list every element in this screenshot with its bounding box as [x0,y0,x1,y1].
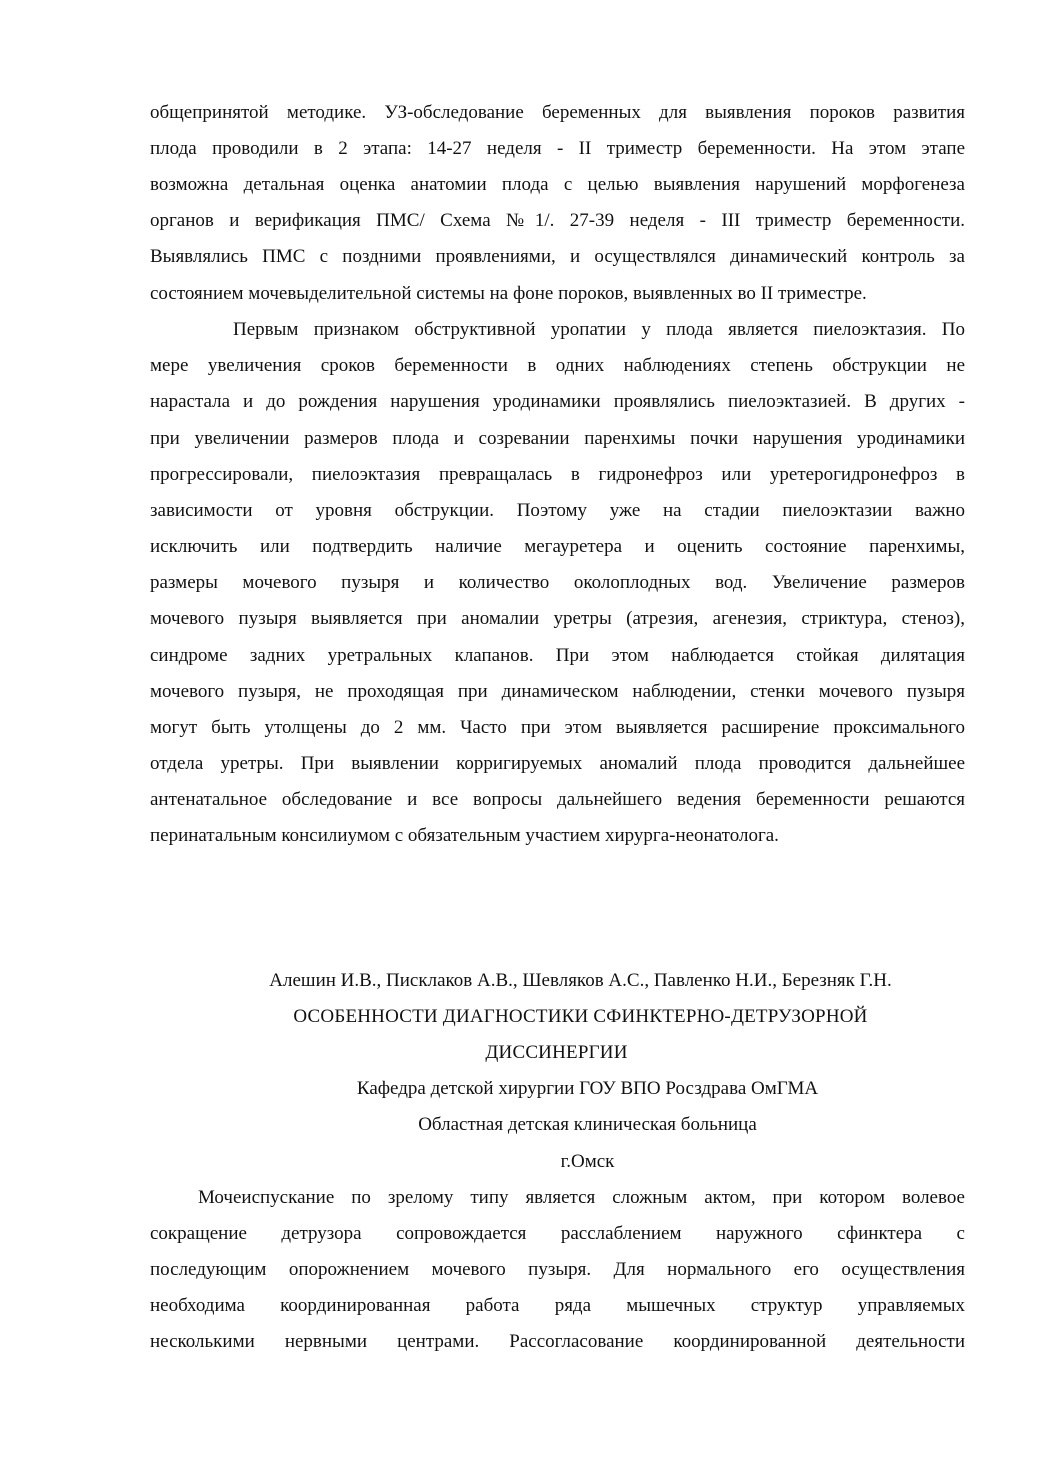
text-line: сокращение детрузора сопровождается расслаблением наружного сфинктера с [150,1223,965,1244]
text-line: состоянием мочевыделительной системы на фоне пороков, выявленных во II триместре. [150,283,867,304]
text-line: несколькими нервными центрами. Рассогласование координированной деятельности [150,1331,965,1352]
text-line: мере увеличения сроков беременности в одних наблюдениях степень обструкции не [150,355,965,376]
text-line: нарастала и до рождения нарушения уродинамики проявлялись пиелоэктазией. В других - [150,391,965,412]
text-line: необходима координированная работа ряда мышечных структур управляемых [150,1295,965,1316]
article-authors: Алешин И.В., Писклаков А.В., Шевляков А.С., Павленко Н.И., Березняк Г.Н. [269,970,892,991]
text-line: перинатальным консилиумом с обязательным участием хирурга-неонатолога. [150,825,779,846]
text-line: Выявлялись ПМС с поздними проявлениями, и осуществлялся динамический контроль за [150,246,965,267]
text-line: исключить или подтвердить наличие мегауретера и оценить состояние паренхимы, [150,536,965,557]
article-affiliation-1: Кафедра детской хирургии ГОУ ВПО Росздрава ОмГМА [356,1078,819,1099]
text-line: Мочеиспускание по зрелому типу является сложным актом, при котором волевое [198,1187,965,1208]
text-line: синдроме задних уретральных клапанов. При этом наблюдается стойкая дилятация [150,645,965,666]
text-line: последующим опорожнением мочевого пузыря. Для нормального его осуществления [150,1259,965,1280]
text-line: общепринятой методике. УЗ-обследование беременных для выявления пороков развития [150,102,965,123]
text-line: размеры мочевого пузыря и количество околоплодных вод. Увеличение размеров [150,572,965,593]
text-line: мочевого пузыря, не проходящая при динамическом наблюдении, стенки мочевого пузыря [150,681,965,702]
article-city: г.Омск [560,1151,615,1172]
text-line: могут быть утолщены до 2 мм. Часто при этом выявляется расширение проксимального [150,717,965,738]
text-line: антенатальное обследование и все вопросы дальнейшего ведения беременности решаются [150,789,965,810]
text-line: прогрессировали, пиелоэктазия превращалась в гидронефроз или уретерогидронефроз в [150,464,965,485]
text-line: отдела уретры. При выявлении корригируемых аномалий плода проводится дальнейшее [150,753,965,774]
text-line: Первым признаком обструктивной уропатии у плода является пиелоэктазия. По [233,319,965,340]
text-line: мочевого пузыря выявляется при аномалии уретры (атрезия, агенезия, стриктура, стеноз), [150,608,965,629]
text-line: плода проводили в 2 этапа: 14-27 неделя - II триместр беременности. На этом этапе [150,138,965,159]
text-line: возможна детальная оценка анатомии плода с целью выявления нарушений морфогенеза [150,174,965,195]
text-line: органов и верификация ПМС/ Схема №1/. 27-39 неделя - III триместр беременности. [150,210,965,231]
text-line: зависимости от уровня обструкции. Поэтому уже на стадии пиелоэктазии важно [150,500,965,521]
article-affiliation-2: Областная детская клиническая больница [418,1114,757,1135]
text-line: при увеличении размеров плода и созревании паренхимы почки нарушения уродинамики [150,428,965,449]
article-title-line-2: ДИССИНЕРГИИ [485,1042,628,1063]
article-title-line-1: ОСОБЕННОСТИ ДИАГНОСТИКИ СФИНКТЕРНО-ДЕТРУЗОРНОЙ [293,1006,868,1027]
